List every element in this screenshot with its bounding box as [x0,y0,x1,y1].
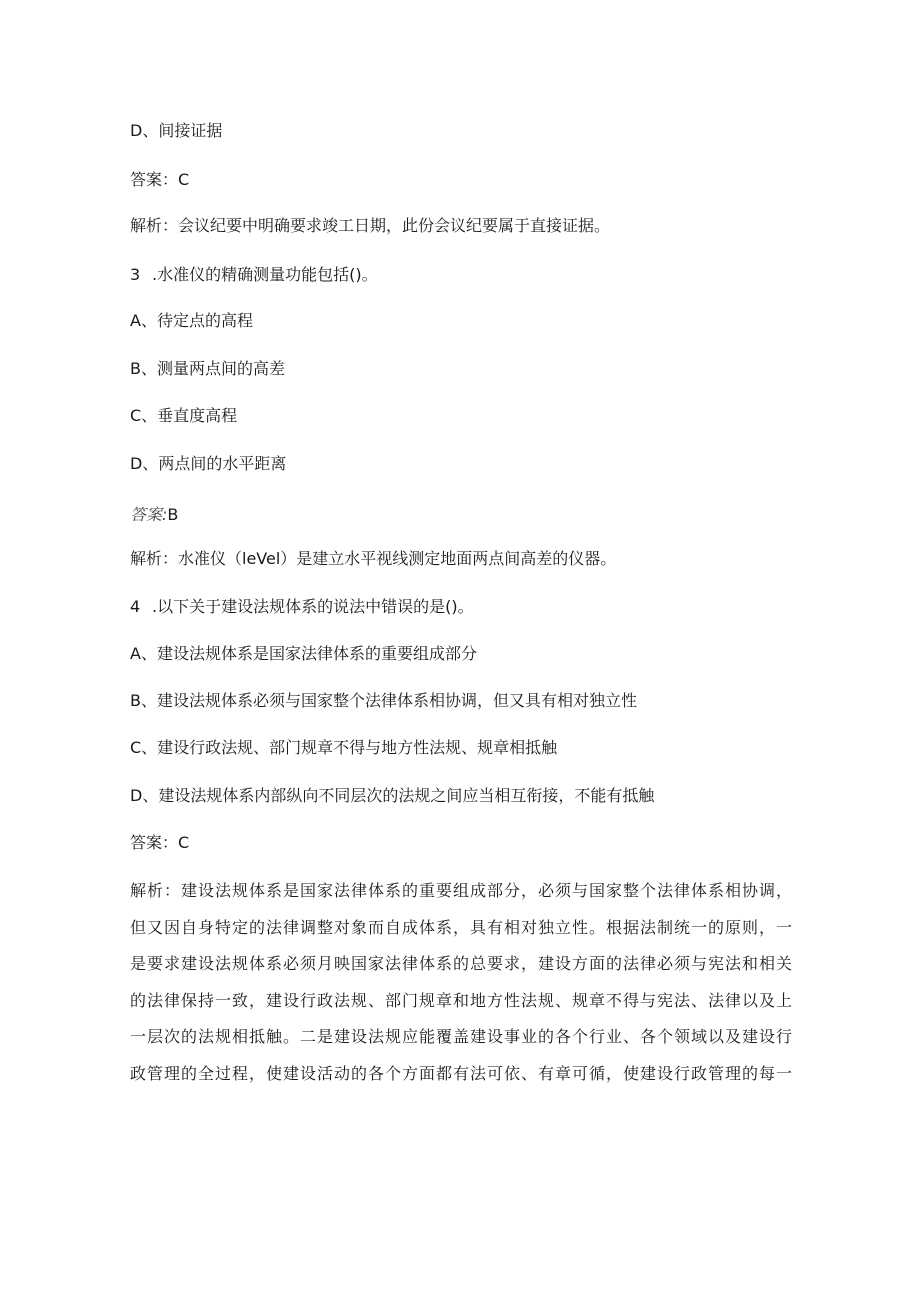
analysis-line: 一层次的法规相抵触。二是建设法规应能覆盖建设事业的各个行业、各个领域以及建设行 [130,1027,792,1047]
analysis-paragraph-q4 [130,873,792,1093]
answer-label-q3: 答案: [130,505,168,524]
question-4-number: 4 [130,597,141,616]
question-3-number: 3 [130,265,141,284]
option-a-q4: A、建设法规体系是国家法律体系的重要组成部分 [130,644,477,663]
option-d-q2: D、间接证据 [130,121,223,140]
question-3-text: .水准仪的精确测量功能包括()。 [152,265,378,284]
analysis-line: 政管理的全过程，使建设活动的各个方面都有法可依、有章可循，使建设行政管理的每一 [130,1063,792,1083]
analysis-line: 解析：建设法规体系是国家法律体系的重要组成部分，必须与国家整个法律体系相协调， [130,881,792,900]
option-b-q4: B、建设法规体系必须与国家整个法律体系相协调，但又具有相对独立性 [130,691,637,710]
analysis-line: 但又因自身特定的法律调整对象而自成体系，具有相对独立性。根据法制统一的原则，一 [130,917,792,937]
answer-q3 [130,505,178,525]
analysis-line: 是要求建设法规体系必须月映国家法律体系的总要求，建设方面的法律必须与宪法和相关 [130,954,792,974]
option-d-q4: D、建设法规体系内部纵向不同层次的法规之间应当相互衔接，不能有抵触 [130,786,655,805]
analysis-q3: 解析：水准仪（leVel）是建立水平视线测定地面两点间高差的仪器。 [130,549,617,568]
option-d-q3: D、两点间的水平距离 [130,454,287,473]
option-b-q3: B、测量两点间的高差 [130,359,285,378]
question-4-text: .以下关于建设法规体系的说法中错误的是()。 [152,597,474,616]
answer-value-q3: B [167,505,179,524]
option-c-q3: C、垂直度高程 [130,406,238,425]
question-4 [130,597,474,617]
question-3 [130,265,378,285]
option-a-q3: A、待定点的高程 [130,311,253,330]
analysis-line: 的法律保持一致，建设行政法规、部门规章和地方性法规、规章不得与宪法、法律以及上 [130,990,792,1010]
option-c-q4: C、建设行政法规、部门规章不得与地方性法规、规章相抵触 [130,738,558,757]
answer-q2: 答案：C [130,170,190,189]
answer-q4: 答案：C [130,833,190,852]
analysis-q2: 解析：会议纪要中明确要求竣工日期，此份会议纪要属于直接证据。 [130,216,611,235]
